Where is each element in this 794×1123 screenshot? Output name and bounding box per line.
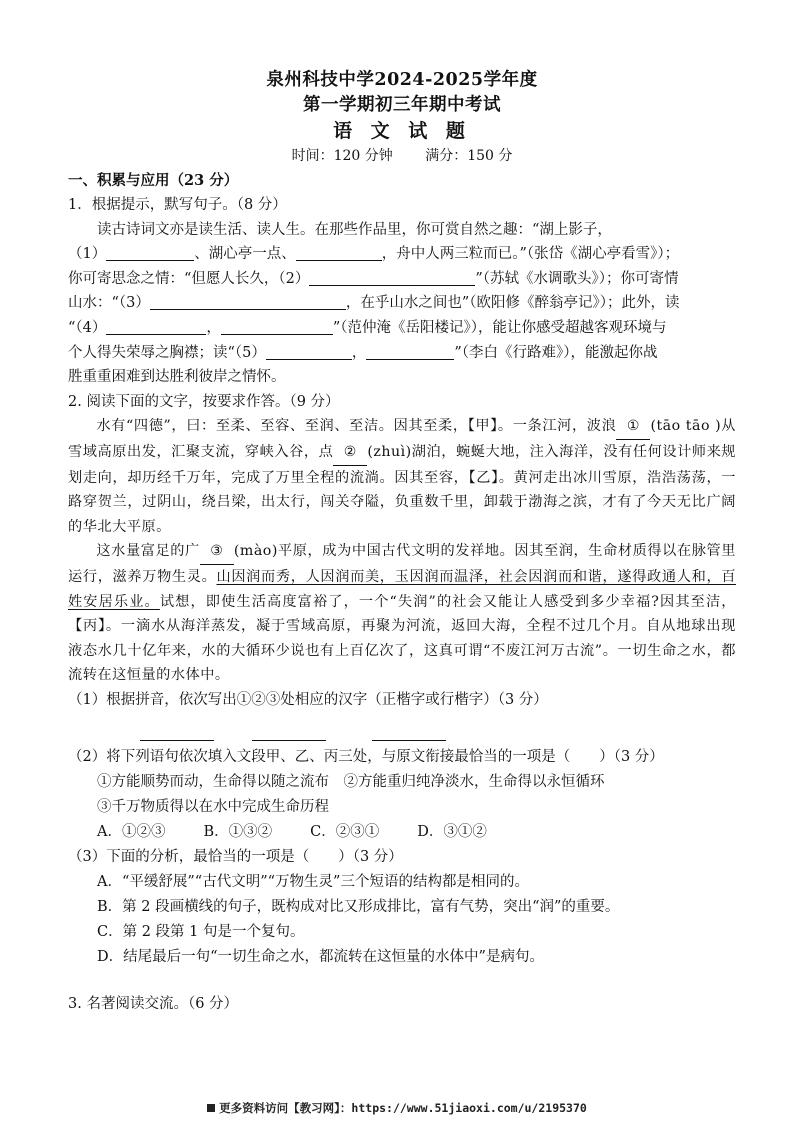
answer-blank-1a[interactable] [106, 245, 194, 261]
q2-sub-2-options-2: ③千万物质得以在水中完成生命历程 [97, 798, 329, 815]
q1-line-5: “（4） ， ”（范仲淹《岳阳楼记》），能让你感受超越客观环境与 [68, 319, 667, 336]
q2-sub-3-option-a[interactable]: A．“平缓舒展”“古代文明”“万物生灵”三个短语的结构都是相同的。 [97, 873, 529, 890]
footer-link[interactable]: 更多资料访问【教习网】：https://www.51jiaoxi.com/u/2195370 [219, 1101, 587, 1115]
q2-title: 2. 阅读下面的文字，按要求作答。（9 分） [68, 393, 340, 410]
q2-sub-2-choices [68, 820, 736, 845]
q1-line-4: 山水：“（3） ，在乎山水之间也”（欧阳修《醉翁亭记》）；此外，读 [68, 295, 680, 312]
q2-passage-p2: 这水量富足的广 ③ (mào)平原，成为中国古代文明的发祥地。因其至润，生命材质得以在脉管里运行，滋养万物生灵。山因润而秀，人因润而美，玉因润而温泽，社会因润而和谐，遂得政通人和，百姓安居乐业。试想，即使生活高度富裕了，一个“失润”的社会又能让人感受到多少幸福?因其至洁，【丙】。一滴水从海洋蒸发，凝于雪域高原，再聚为河流，返回大海，全程不过几个月。自从地球出现液态水几十亿年来，水的大循环少说也有上百亿次了，这真可谓“不废江河万古流”。一切生命之水，都流转在这恒量的水体中。 [68, 539, 736, 688]
pinyin-blank-1[interactable]: ① [616, 414, 650, 440]
q2-sub-3: （3）下面的分析，最恰当的一项是（ ）（3 分） [68, 848, 403, 865]
q1-line-7: 胜重重困难到达胜利彼岸之情怀。 [68, 369, 286, 386]
answer-blank-char-3[interactable] [372, 725, 446, 741]
footer [0, 1100, 794, 1116]
subject-title: 语 文 试 题 [333, 120, 471, 142]
exam-score: 满分：150 分 [425, 148, 513, 164]
q2-sub-2-options-1: ①方能顺势而动，生命得以随之流布 ②方能重归纯净淡水，生命得以永恒循环 [97, 773, 605, 790]
q1-line-6: 个人得失荣辱之胸襟；读“（5） ， ”（李白《行路难》），能激起你战 [68, 344, 658, 361]
q2-sub-1-answers [68, 713, 736, 745]
answer-blank-char-1[interactable] [140, 725, 214, 741]
answer-blank-2[interactable] [309, 270, 475, 286]
answer-blank-4a[interactable] [106, 319, 206, 335]
q1-title: 1．根据提示，默写句子。（8 分） [68, 197, 287, 213]
pinyin-blank-2[interactable]: ② [333, 440, 367, 466]
q1-line-3: 你可寄思念之情：“但愿人长久，（2） ”（苏轼《水调歌头》）；你可寄情 [68, 270, 679, 287]
answer-blank-3[interactable] [150, 294, 346, 310]
answer-blank-4b[interactable] [221, 319, 333, 335]
q1-body [68, 218, 736, 390]
school-title: 泉州科技中学2024-2025学年度 [266, 70, 538, 90]
exam-page [68, 68, 736, 1016]
choice-d[interactable]: D．③①② [417, 823, 487, 840]
choice-c[interactable]: C．②③① [310, 823, 380, 840]
q2-passage-p1: 水有“四德”，曰：至柔、至容、至润、至洁。因其至柔，【甲】。一条江河，波浪 ① (tāo tāo )从雪域高原出发，汇聚支流，穿峡入谷，点 ② (zhuì)湖泊，蜿蜒大地，注入海洋，没有任何设计师来规划走向，却历经千万年，完成了万里全程的流淌。因其至容，【乙】。黄河走出冰川雪原，浩浩荡荡，一路穿贺兰，过阴山，绕吕梁，出太行，闯关夺隘，负重数千里，卸载于渤海之滨，才有了今天无比广阔的华北大平原。 [68, 414, 736, 539]
q2-sub-2: （2）将下列语句依次填入文段甲、乙、丙三处，与原文衔接最恰当的一项是（ ）（3 分） [68, 748, 664, 765]
answer-blank-5a[interactable] [266, 344, 352, 360]
flag-icon [207, 1104, 215, 1112]
q2-sub-3-option-b[interactable]: B．第 2 段画横线的句子，既构成对比又形成排比，富有气势，突出“润”的重要。 [97, 898, 620, 915]
pinyin-blank-3[interactable]: ③ [200, 539, 234, 565]
exam-title: 第一学期初三年期中考试 [303, 95, 501, 115]
choice-b[interactable]: B．①③② [203, 823, 273, 840]
q2-sub-1: （1）根据拼音，依次写出①②③处相应的汉字（正楷字或行楷字）（3 分） [68, 691, 548, 708]
answer-blank-1b[interactable] [296, 245, 382, 261]
q2-sub-3-option-d[interactable]: D．结尾最后一句“一切生命之水，都流转在这恒量的水体中”是病句。 [97, 948, 544, 965]
q2-sub-3-option-c[interactable]: C．第 2 段第 1 句是一个复句。 [97, 923, 305, 940]
section-1-title: 一、积累与应用（23 分） [68, 172, 239, 189]
exam-time: 时间：120 分钟 [291, 148, 393, 164]
answer-blank-char-2[interactable] [252, 725, 326, 741]
q1-line-1: 读古诗词文亦是读生活、读人生。在那些作品里，你可赏自然之趣：“湖上影子， [97, 221, 612, 238]
underlined-sentence: 山因润而秀，人因润而美，玉因润而温泽，社会因润而和谐，遂得政通人和，百姓安居乐业。 [68, 568, 736, 610]
q3-title: 3. 名著阅读交流。（6 分） [68, 995, 239, 1012]
answer-blank-5b[interactable] [366, 344, 454, 360]
exam-meta [68, 145, 736, 167]
q1-line-2: （1） 、湖心亭一点、 ，舟中人两三粒而已。”（张岱《湖心亭看雪》）； [68, 246, 680, 263]
choice-a[interactable]: A．①②③ [97, 823, 166, 840]
